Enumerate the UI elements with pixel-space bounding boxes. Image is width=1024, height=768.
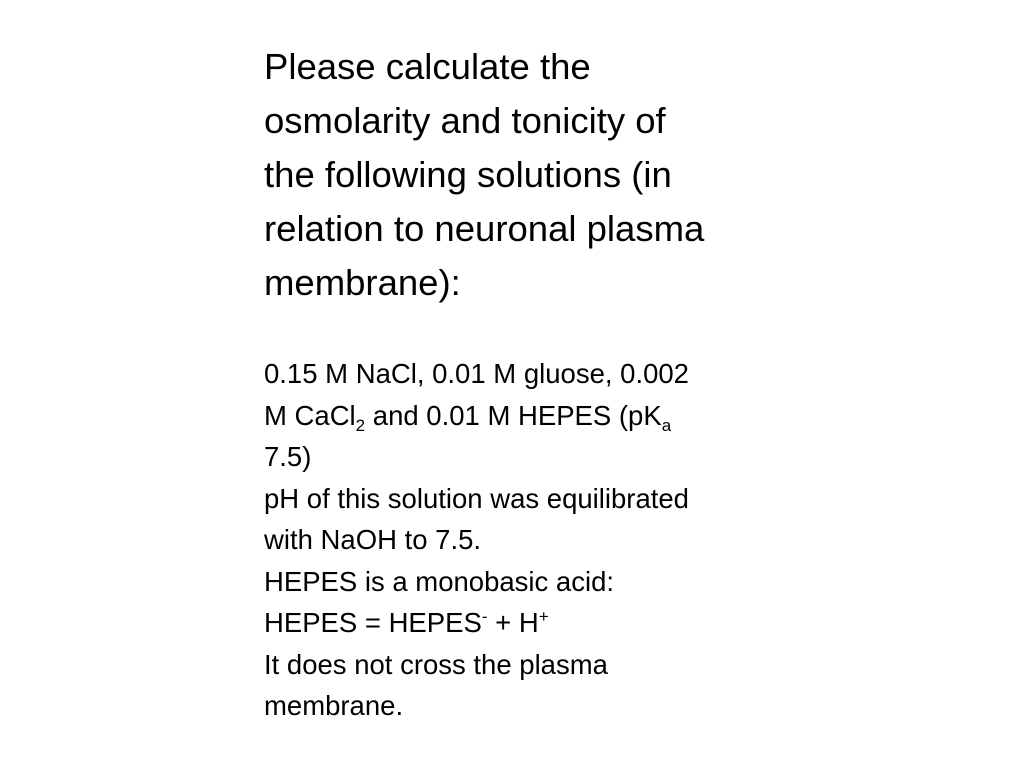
superscript: -	[481, 607, 488, 626]
text-segment: and 0.01 M HEPES (pK	[365, 399, 662, 431]
hepes-equation-line	[264, 602, 864, 644]
subscript: a	[661, 415, 672, 435]
title-line: the following solutions (in	[264, 154, 672, 195]
membrane-note-line: membrane.	[264, 690, 404, 721]
title-line: relation to neuronal plasma	[264, 208, 705, 249]
subscript: 2	[355, 415, 366, 435]
solution-composition-line: 0.15 M NaCl, 0.01 M gluose, 0.002	[264, 358, 689, 389]
ph-note-line: pH of this solution was equilibrated	[264, 482, 689, 514]
title-line: membrane):	[264, 262, 461, 303]
text-segment: + H	[487, 607, 539, 638]
solution-composition-line	[264, 395, 864, 437]
title-line: osmolarity and tonicity of	[264, 100, 666, 141]
superscript: +	[538, 607, 549, 626]
solution-composition-line: 7.5)	[264, 441, 312, 472]
membrane-note-line: It does not cross the plasma	[264, 648, 608, 680]
solution-description	[264, 353, 864, 727]
slide-content	[264, 40, 864, 727]
text-segment: HEPES = HEPES	[264, 607, 482, 638]
question-title	[264, 40, 864, 310]
text-segment: M CaCl	[264, 399, 356, 431]
hepes-note-line: HEPES is a monobasic acid:	[264, 565, 615, 597]
title-line: Please calculate the	[264, 46, 591, 87]
ph-note-line: with NaOH to 7.5.	[264, 524, 482, 555]
